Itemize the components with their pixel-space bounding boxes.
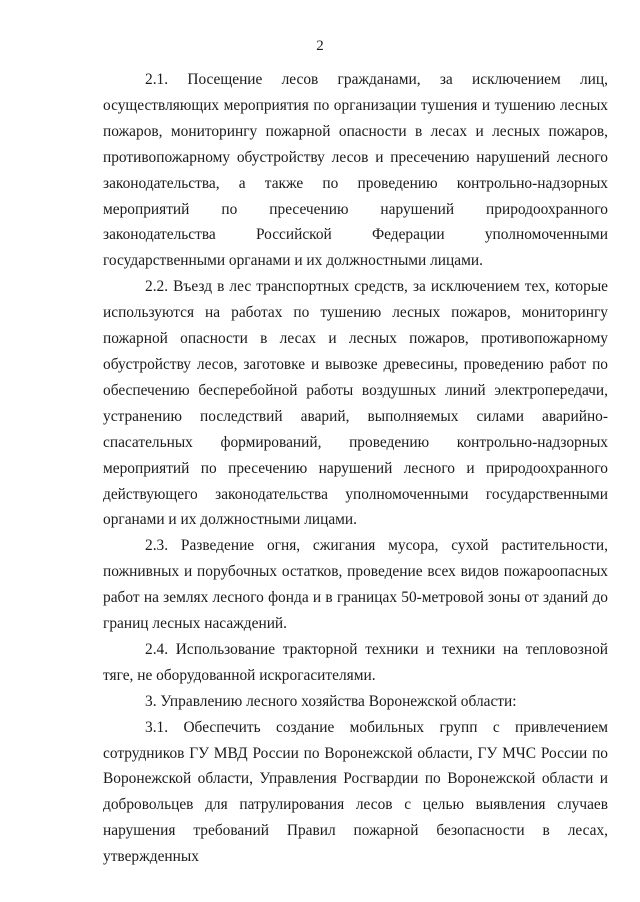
page-number: 2 xyxy=(316,38,324,54)
paragraph-3: 3. Управлению лесного хозяйства Воронежской области: xyxy=(145,692,517,710)
paragraph-2-2: 2.2. Въезд в лес транспортных средств, за исключением тех, которые используются на работах по тушению лесных пожаров, мониторингу пожарной опасности в лесах и лесных пожаров, противопожарному обустройству лесов, заготовке и вывозке древесины, проведению работ по обеспечению бесперебойной работы воздушных линий электропередачи, устранению последствий аварий, выполняемых силами аварийно-спасательных формирований, проведению контрольно-надзорных мероприятий по пресечению нарушений лесного и природоохранного действующего законодательства уполномоченными государственными органами и их должностными лицами. xyxy=(103,278,608,529)
document-body xyxy=(103,67,608,870)
paragraph-2-4: 2.4. Использование тракторной техники и техники на тепловозной тяге, не оборудованной искрогасителями. xyxy=(103,640,608,684)
paragraph-2-1: 2.1. Посещение лесов гражданами, за исключением лиц, осуществляющих мероприятия по организации тушения и тушению лесных пожаров, мониторингу пожарной опасности в лесах и лесных пожаров, противопожарному обустройству лесов и пресечению нарушений лесного законодательства, а также по проведению контрольно-надзорных мероприятий по пресечению нарушений природоохранного законодательства Российской Федерации уполномоченными государственными органами и их должностными лицами. xyxy=(103,71,608,270)
paragraph-2-3: 2.3. Разведение огня, сжигания мусора, сухой растительности, пожнивных и порубочных остатков, проведение всех видов пожароопасных работ на землях лесного фонда и в границах 50-метровой зоны от зданий до границ лесных насаждений. xyxy=(103,537,608,633)
paragraph-3-1: 3.1. Обеспечить создание мобильных групп с привлечением сотрудников ГУ МВД России по Воронежской области, ГУ МЧС России по Воронежской области, Управления Росгвардии по Воронежской области и добровольцев для патрулирования лесов с целью выявления случаев нарушения требований Правил пожарной безопасности в лесах, утвержденных xyxy=(103,718,608,866)
